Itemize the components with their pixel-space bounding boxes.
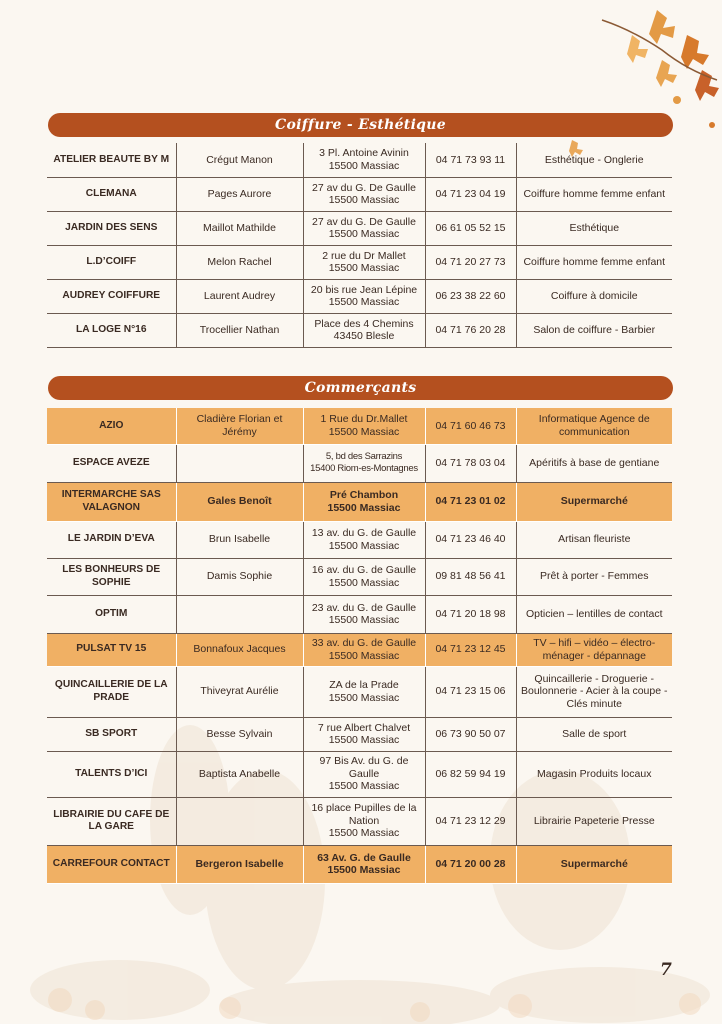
address-line: 63 Av. G. de Gaulle <box>317 851 411 864</box>
table-row <box>47 595 672 633</box>
table-row <box>47 482 672 521</box>
business-name: JARDIN DES SENS <box>47 211 176 245</box>
business-name: LE JARDIN D’EVA <box>47 521 176 558</box>
address-line: 15400 Riom-es-Montagnes <box>310 463 418 474</box>
address-line: 15500 Massiac <box>328 827 400 840</box>
address-line: 15500 Massiac <box>328 539 400 552</box>
table-row <box>47 408 672 444</box>
activity: Quincaillerie - Droguerie - Boulonnerie - Acier à la coupe - Clés minute <box>516 666 672 717</box>
activity: TV – hifi – vidéo – électro-ménager - dépannage <box>516 633 672 666</box>
phone-number: 04 71 23 12 45 <box>425 633 516 666</box>
phone-number: 04 71 23 46 40 <box>425 521 516 558</box>
phone-number: 04 71 23 01 02 <box>425 482 516 521</box>
owner-name: Laurent Audrey <box>176 279 303 313</box>
business-name: PULSAT TV 15 <box>47 633 176 666</box>
address-line: 5, bd des Sarrazins <box>325 450 403 462</box>
table-row <box>47 717 672 751</box>
owner-name: Brun Isabelle <box>176 521 303 558</box>
business-name: AZIO <box>47 408 176 444</box>
activity: Coiffure homme femme enfant <box>516 177 672 211</box>
business-name: LA LOGE N°16 <box>47 313 176 347</box>
activity: Supermarché <box>516 845 672 883</box>
section-title-commercants: Commerçants <box>48 376 673 400</box>
activity: Prêt à porter - Femmes <box>516 558 672 595</box>
address-line: 15500 Massiac <box>328 614 400 626</box>
address-line: 23 av. du G. de Gaulle <box>311 601 417 614</box>
activity: Esthétique - Onglerie <box>516 143 672 177</box>
business-name: LES BONHEURS DE SOPHIE <box>47 558 176 595</box>
owner-name: Cladière Florian et Jérémy <box>176 408 303 444</box>
address <box>303 482 425 521</box>
commercants-table <box>47 408 672 884</box>
table-row <box>47 245 672 279</box>
owner-name: Gales Benoît <box>176 482 303 521</box>
address-line: 15500 Massiac <box>328 262 400 274</box>
address-line: 15500 Massiac <box>328 425 400 438</box>
table-row <box>47 751 672 797</box>
address-line: 1 Rue du Dr.Mallet <box>320 413 408 426</box>
phone-number: 06 61 05 52 15 <box>425 211 516 245</box>
table-row <box>47 279 672 313</box>
address-line: 97 Bis Av. du G. de Gaulle <box>319 755 409 780</box>
address <box>303 751 425 797</box>
business-name: CARREFOUR CONTACT <box>47 845 176 883</box>
address-line: 15500 Massiac <box>328 296 400 308</box>
autumn-leaves-decoration <box>562 0 722 165</box>
section-title-coiffure: Coiffure - Esthétique <box>48 113 673 137</box>
address <box>303 211 425 245</box>
activity: Supermarché <box>516 482 672 521</box>
address <box>303 717 425 751</box>
table-row <box>47 521 672 558</box>
address <box>303 313 425 347</box>
address-line: 7 rue Albert Chalvet <box>317 721 411 734</box>
address-line: 27 av du G. De Gaulle <box>312 215 416 228</box>
phone-number: 04 71 23 12 29 <box>425 797 516 845</box>
address-line: 15500 Massiac <box>328 159 400 172</box>
business-name: AUDREY COIFFURE <box>47 279 176 313</box>
address-line: 16 av. du G. de Gaulle <box>311 564 417 576</box>
phone-number: 04 71 20 00 28 <box>425 845 516 883</box>
address-line: 15500 Massiac <box>328 734 400 746</box>
phone-number: 04 71 20 18 98 <box>425 595 516 633</box>
table-row <box>47 797 672 845</box>
phone-number: 04 71 23 15 06 <box>425 666 516 717</box>
phone-number: 04 71 73 93 11 <box>425 143 516 177</box>
address-line: 15500 Massiac <box>328 780 400 793</box>
table-row <box>47 444 672 482</box>
address-line: ZA de la Prade <box>329 679 399 691</box>
address-line: Place des 4 Chemins <box>314 317 414 330</box>
activity: Salon de coiffure - Barbier <box>516 313 672 347</box>
phone-number: 04 71 76 20 28 <box>425 313 516 347</box>
address <box>303 279 425 313</box>
address-line: 13 av. du G. de Gaulle <box>311 527 417 539</box>
address-line: 33 av. du G. de Gaulle <box>311 637 417 649</box>
table-row <box>47 313 672 347</box>
table-row <box>47 211 672 245</box>
address-line: 15500 Massiac <box>327 501 401 514</box>
activity: Artisan fleuriste <box>516 521 672 558</box>
business-name: L.D’COIFF <box>47 245 176 279</box>
business-name: SB SPORT <box>47 717 176 751</box>
address <box>303 666 425 717</box>
table-row <box>47 143 672 177</box>
address-line: 15500 Massiac <box>328 691 400 704</box>
business-name: OPTIM <box>47 595 176 633</box>
activity: Opticien – lentilles de contact <box>516 595 672 633</box>
activity: Coiffure homme femme enfant <box>516 245 672 279</box>
address <box>303 595 425 633</box>
address <box>303 143 425 177</box>
activity: Apéritifs à base de gentiane <box>516 444 672 482</box>
address-line: 15500 Massiac <box>328 228 400 240</box>
business-name: INTERMARCHE SAS VALAGNON <box>47 482 176 521</box>
business-name: ESPACE AVEZE <box>47 444 176 482</box>
phone-number: 06 73 90 50 07 <box>425 717 516 751</box>
phone-number: 04 71 60 46 73 <box>425 408 516 444</box>
business-name: CLEMANA <box>47 177 176 211</box>
business-name: LIBRAIRIE DU CAFE DE LA GARE <box>47 797 176 845</box>
owner-name <box>176 595 303 633</box>
activity: Coiffure à domicile <box>516 279 672 313</box>
business-name: QUINCAILLERIE DE LA PRADE <box>47 666 176 717</box>
address-line: 27 av du G. De Gaulle <box>312 181 416 194</box>
owner-name <box>176 444 303 482</box>
owner-name: Damis Sophie <box>176 558 303 595</box>
owner-name: Melon Rachel <box>176 245 303 279</box>
table-row <box>47 558 672 595</box>
activity: Esthétique <box>516 211 672 245</box>
phone-number: 06 82 59 94 19 <box>425 751 516 797</box>
owner-name: Crégut Manon <box>176 143 303 177</box>
phone-number: 04 71 23 04 19 <box>425 177 516 211</box>
phone-number: 04 71 78 03 04 <box>425 444 516 482</box>
address-line: 20 bis rue Jean Lépine <box>310 283 418 296</box>
business-name: TALENTS D’ICI <box>47 751 176 797</box>
address-line: 3 Pl. Antoine Avinin <box>319 147 409 160</box>
address-line: 15500 Massiac <box>327 864 401 876</box>
owner-name: Trocellier Nathan <box>176 313 303 347</box>
business-name: ATELIER BEAUTE BY M <box>47 143 176 177</box>
address <box>303 558 425 595</box>
activity: Magasin Produits locaux <box>516 751 672 797</box>
address-line: 15500 Massiac <box>328 576 400 589</box>
address <box>303 845 425 883</box>
activity: Salle de sport <box>516 717 672 751</box>
address <box>303 521 425 558</box>
address <box>303 797 425 845</box>
address <box>303 245 425 279</box>
address <box>303 444 425 482</box>
owner-name: Maillot Mathilde <box>176 211 303 245</box>
table-row <box>47 666 672 717</box>
table-row <box>47 845 672 883</box>
coiffure-table <box>47 143 672 348</box>
address <box>303 177 425 211</box>
phone-number: 06 23 38 22 60 <box>425 279 516 313</box>
owner-name: Bonnafoux Jacques <box>176 633 303 666</box>
phone-number: 09 81 48 56 41 <box>425 558 516 595</box>
address-line: 2 rue du Dr Mallet <box>322 249 406 262</box>
address-line: 15500 Massiac <box>328 194 400 206</box>
owner-name: Pages Aurore <box>176 177 303 211</box>
address-line: Pré Chambon <box>329 489 399 501</box>
owner-name <box>176 797 303 845</box>
table-row <box>47 177 672 211</box>
table-row <box>47 633 672 666</box>
address-line: 43450 Blesle <box>333 330 395 342</box>
owner-name: Thiveyrat Aurélie <box>176 666 303 717</box>
address <box>303 633 425 666</box>
owner-name: Baptista Anabelle <box>176 751 303 797</box>
owner-name: Besse Sylvain <box>176 717 303 751</box>
activity: Librairie Papeterie Presse <box>516 797 672 845</box>
owner-name: Bergeron Isabelle <box>176 845 303 883</box>
address-line: 16 place Pupilles de la Nation <box>311 802 417 827</box>
address-line: 15500 Massiac <box>328 649 400 662</box>
page-number: 7 <box>660 960 672 980</box>
address <box>303 408 425 444</box>
activity: Informatique Agence de communication <box>516 408 672 444</box>
phone-number: 04 71 20 27 73 <box>425 245 516 279</box>
